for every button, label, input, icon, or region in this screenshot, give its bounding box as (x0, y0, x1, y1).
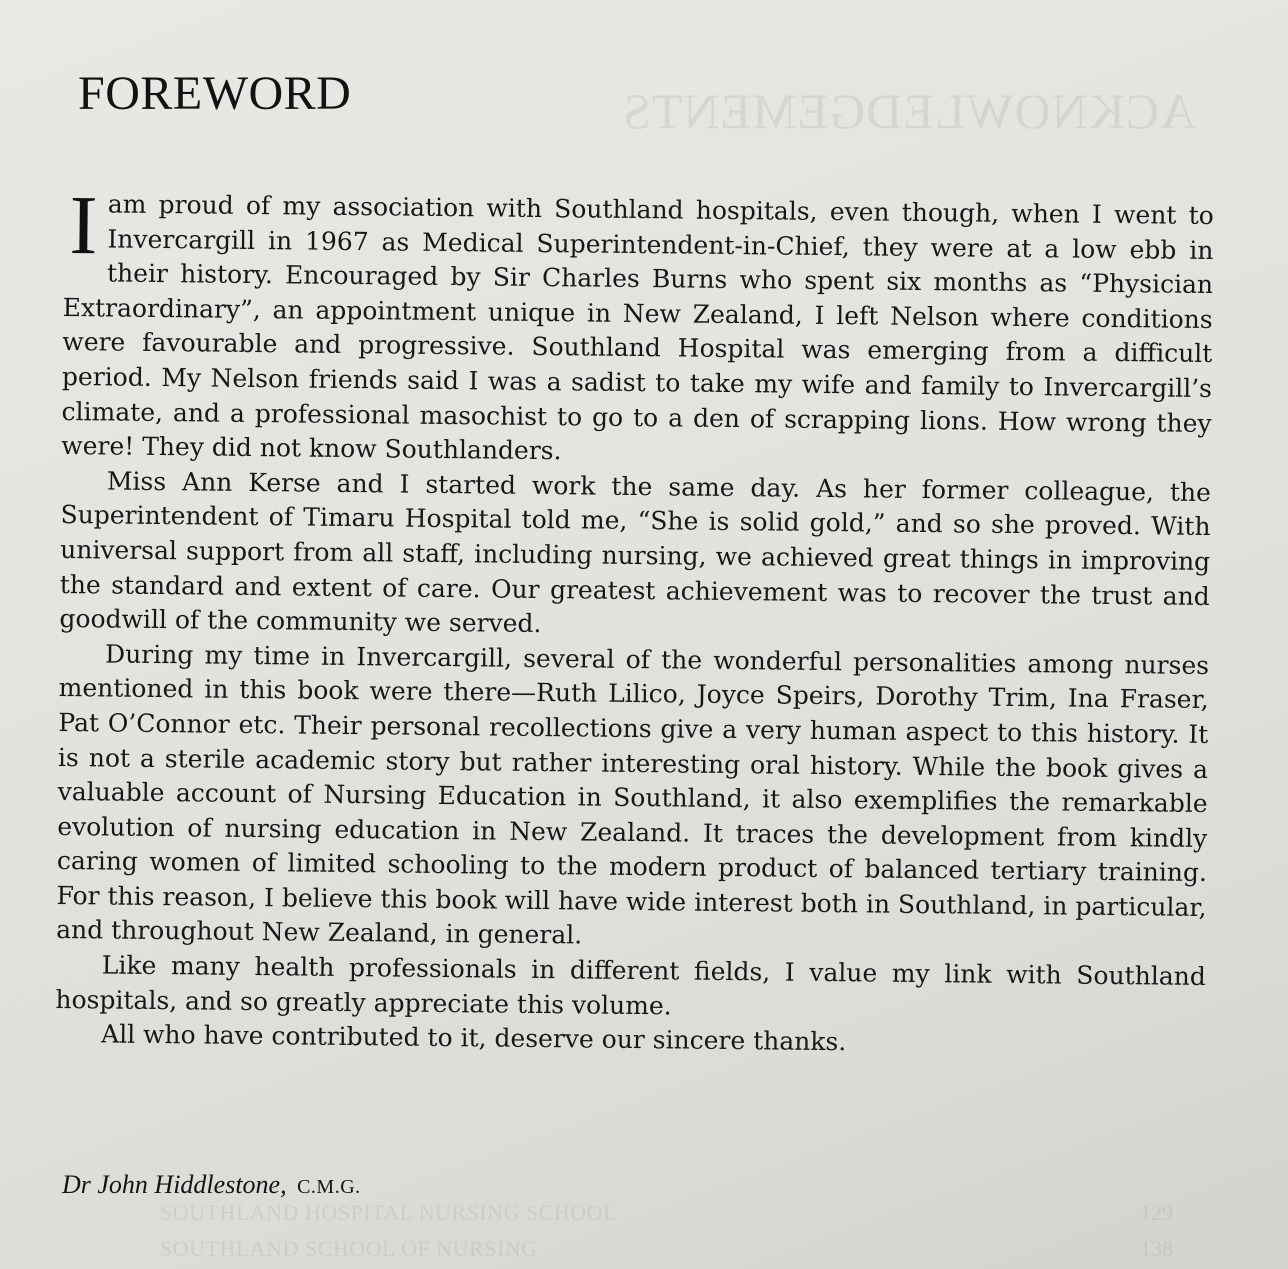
paragraph-1 (61, 179, 1214, 476)
signature-name: Dr John Hiddlestone, (62, 1170, 287, 1199)
paragraph-3: During my time in Invercargill, several of the wonderful personalities among nurses mentioned in this book were there—Ruth Lilico, Joyce Speirs, Dorothy Trim, Ina Fraser, Pat O’Connor etc. Their personal recollections give a very human aspect to this history. It is not a sterile academic story but rather interesting oral history. While the book gives a valuable account of Nursing Education in Southland, it also exemplifies the remarkable evolution of nursing education in New Zealand. It traces the development from kindly caring women of limited schooling to the modern product of balanced tertiary training. For this reason, I believe this book will have wide interest both in Southland, in particular, and throughout New Zealand, in general. (56, 639, 1210, 950)
page-title: FOREWORD (78, 67, 352, 120)
show-through-number-2: 138 (1140, 1236, 1173, 1261)
paragraph-1-text: am proud of my association with Southland hospitals, even though, when I went to Invercargill in 1967 as Medical Superintendent-in-Chief, they were at a low ebb in their history. Encouraged by Sir Charles Burns who spent six months as “Physician Extraordinary”, an appointment unique in New Zealand, I left Nelson where conditions were favourable and progressive. Southland Hospital was emerging from a difficult period. My Nelson friends said I was a sadist to take my wife and family to Invercargill’s climate, and a professional masochist to go to a den of scrapping lions. How wrong they were! They did not know Southlanders. (61, 189, 1214, 466)
show-through-heading: ACKNOWLEDGEMENTS (621, 83, 1196, 139)
foreword-body (55, 179, 1214, 1064)
show-through-line-1: SOUTHLAND HOSPITAL NURSING SCHOOL (160, 1200, 617, 1225)
signature-honour: C.M.G. (297, 1176, 361, 1198)
signature (62, 1170, 361, 1200)
paragraph-5: All who have contributed to it, deserve our sincere thanks. (100, 1019, 847, 1057)
paragraph-2: Miss Ann Kerse and I started work the same day. As her former colleague, the Superintendent of Timaru Hospital told me, “She is solid gold,” and so she proved. With universal support from all staff, including nursing, we achieved great things in improving the standard and extent of care. Our greatest achievement was to recover the trust and goodwill of the community we served. (59, 466, 1212, 639)
drop-cap: I (69, 179, 99, 273)
show-through-line-2: SOUTHLAND SCHOOL OF NURSING (160, 1236, 538, 1261)
show-through-number-1: 129 (1140, 1200, 1173, 1225)
paragraph-4: Like many health professionals in different fields, I value my link with Southland hospitals, and so greatly appreciate this volume. (55, 950, 1206, 1021)
